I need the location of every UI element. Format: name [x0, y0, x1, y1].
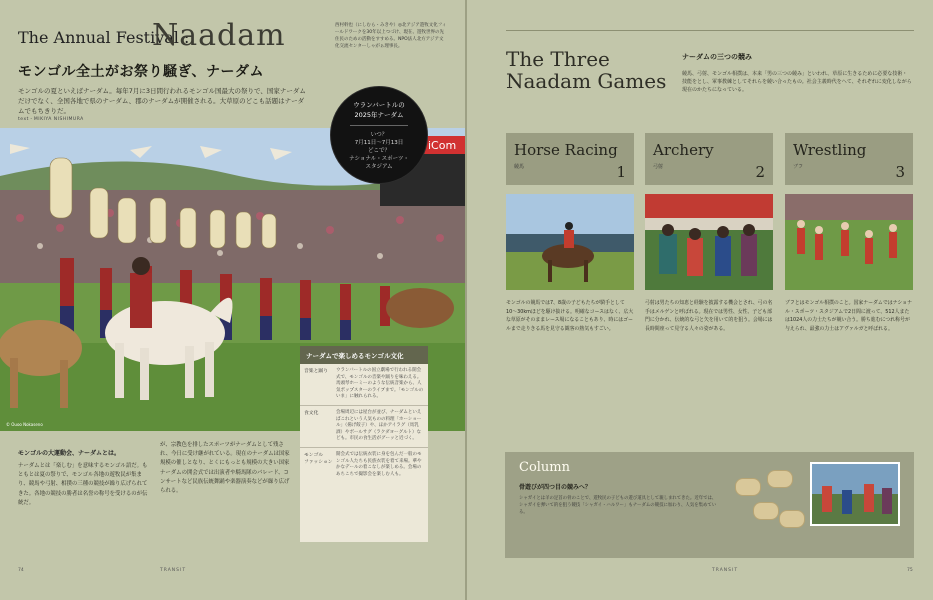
badge-when: 7月11日〜7月13日: [354, 140, 404, 146]
game-number: 2: [755, 163, 765, 181]
badge-where-label: どこで？: [367, 148, 390, 154]
game-title-ja: 競馬: [514, 164, 525, 170]
badge-when-label: いつ？: [370, 132, 388, 138]
shagai-bone-image: [753, 502, 779, 520]
sidebar-title: ナーダムで楽しめるモンゴル文化: [300, 346, 428, 364]
sidebar-row-key: モンゴル ファッション: [304, 452, 333, 465]
game-card-archery: [645, 133, 773, 333]
sidebar-row-key: 音楽と踊り: [304, 369, 328, 374]
shagai-bone-image: [767, 470, 793, 488]
game-description: ブフとはモンゴル相撲のこと。国家ナーダムではナショナル・スポーツ・スタジアムで2日間に渡って、512人または1024人の力士たちが競い合う。勝ち進むにつれ称号が与えられ、最強の力士はアヴァルガと呼ばれる。: [785, 300, 912, 332]
game-header: [645, 133, 773, 185]
festival-info-badge: [330, 86, 428, 184]
section-title: The Three Naadam Games: [506, 47, 667, 93]
magazine-name: TRANSIT: [160, 568, 187, 573]
game-title-ja: ブフ: [793, 164, 804, 170]
culture-sidebar: [300, 346, 428, 542]
sidebar-row-value: ウランバートルの国立劇場で行われる開会式で、モンゴルの音楽や踊りを味わえる。馬頭琴ホーミーのような伝統音楽から、人気ポップスターのライブまで。「モンゴルのいま」に触れられる。: [336, 368, 424, 400]
sidebar-row: [300, 406, 428, 448]
photo-sign: iCom: [428, 139, 457, 152]
game-number: 1: [616, 163, 626, 181]
author-credit: text・MIKIYA NISHIMURA: [18, 117, 84, 122]
game-title-en: Wrestling: [793, 141, 867, 159]
section-lead: 競馬、弓射、モンゴル相撲は、本来「男の三つの競み」といわれ、草原に生きるために必要な技術・技能をとし、軍事教練としてそれらを競い合ったもの。社会主義時代をへて、それぞれに変化しながら現在のかたちになっている。: [682, 71, 912, 93]
left-page: [0, 0, 466, 600]
wrestling-photo: [785, 194, 913, 290]
sidebar-row: [300, 448, 428, 482]
game-card-wrestling: [785, 133, 913, 333]
photo-credit: © Ouoo Nokaseno: [6, 422, 43, 427]
badge-divider: [350, 125, 408, 126]
shagai-bone-image: [779, 510, 805, 528]
column-question: 骨遊びが四つ目の競みへ？: [519, 484, 591, 491]
game-header: [785, 133, 913, 185]
author-bio: 西村幹也（にしむら・みきや）◎北アジア遊牧文化フィールドワークを30年以上つづけ、現在、遊牧世界の先住民のための活動をすすめる。NPO法人北方アジア文化交流センターしゃがぁ理事長。: [335, 23, 447, 49]
column-text: シャガイとは羊の足首の骨のことで、遊牧民の子どもの遊び道具として親しまれてきた。近年では、シャガイを弾いて的を狙う競技「シャガイ・ハルワー」もナーダムの競技に加わり、人気を集めている。: [519, 496, 717, 515]
game-number: 3: [895, 163, 905, 181]
title-en: The Annual Festival :: [18, 28, 190, 47]
body-text-col1: ナーダムとは「楽しむ」を意味するモンゴル語だ。もともとは夏の祭りで、モンゴル各地の遊牧民が集まり、競馬や弓射、相撲の三種の競技が繰り広げられてきた。各地の競技の勝者は名誉の称号を受けるのが伝統だ。: [18, 463, 148, 506]
badge-title: ウランバートルの 2025年ナーダム: [353, 101, 405, 119]
sidebar-row: [300, 364, 428, 406]
game-description: 弓射は男たちの知恵と経験を披露する機会とされ、弓の名手はメルゲンと呼ばれる。現在では男性、女性、子ども部門に分かれ、伝統的な弓と矢を用いて的を狙う。会場には長時間座って見守る人々の姿がある。: [645, 300, 773, 332]
page-number: 75: [907, 568, 913, 573]
game-title-en: Archery: [653, 141, 714, 159]
archery-photo: [645, 194, 773, 290]
shagai-bone-image: [735, 478, 761, 496]
badge-where: ナショナル・スポーツ・ スタジアム: [349, 156, 409, 170]
game-title-en: Horse Racing: [514, 141, 618, 159]
headline: モンゴル全土がお祭り騒ぎ、ナーダム: [18, 64, 264, 80]
right-page: [467, 0, 933, 600]
intro-question: モンゴルの大運動会、ナーダムとは。: [18, 450, 121, 457]
column-box: [505, 452, 914, 558]
horse-racing-photo: [506, 194, 634, 290]
sidebar-row-value: 会場周辺には屋台が並び、ナーダムといえばこれという人気ものの料理「ホーショール」（揚げ餃子）や、ほかアイラグ（馬乳酒）やボールサグ（ラクダヨーグルト）なども。市民の食生活がグーッと近づく。: [336, 409, 422, 442]
game-title-ja: 弓射: [653, 164, 664, 170]
sidebar-row-value: 開会式では伝統衣装に身を包んだ一般のモンゴル人たちも民族衣装を着て来場。華やかなデールの着こなしが楽しめる。会場のあちこちで撮影会を楽しむ人も。: [336, 451, 422, 477]
body-text-col2: が、宗教色を排したスポーツがナーダムとして残され、今日に受け継がれている。現在のナーダムは国家規模の催しとなり、とくにもっとも規模の大きい国家ナーダムの開会式では出演者や騎馬隊のパレード、コンサートなど民族伝統舞踊や楽器演奏などが繰り広げられる。: [160, 442, 290, 495]
magazine-name: TRANSIT: [712, 568, 739, 573]
game-description: モンゴルの競馬では7、8歳の子どもたちが騎手として10〜30kmほどを駆け抜ける。明確なコースはなく、広大な草原がそのままレース場になることもあり、時にはゴールまで走りきる馬を見守る観客の熱気もすごい。: [506, 300, 634, 332]
column-title: Column: [519, 460, 571, 475]
top-rule: [506, 30, 914, 31]
column-photo: [810, 462, 900, 526]
game-header: [506, 133, 634, 185]
sidebar-row-key: 食文化: [304, 410, 319, 416]
page-number: 74: [18, 568, 24, 573]
lead-paragraph: モンゴルの夏といえばナーダム。毎年7月に3日間行われるモンゴル国最大の祭りで、国家ナーダムだけでなく、全国各地で県のナーダム、郡のナーダムが開催される。大草原のどこも話題はナーダムでもちきりだ。: [18, 87, 306, 115]
game-card-horse-racing: [506, 133, 634, 333]
title-naadam: Naadam: [152, 18, 286, 53]
section-subtitle: ナーダムの三つの競み: [682, 53, 752, 61]
